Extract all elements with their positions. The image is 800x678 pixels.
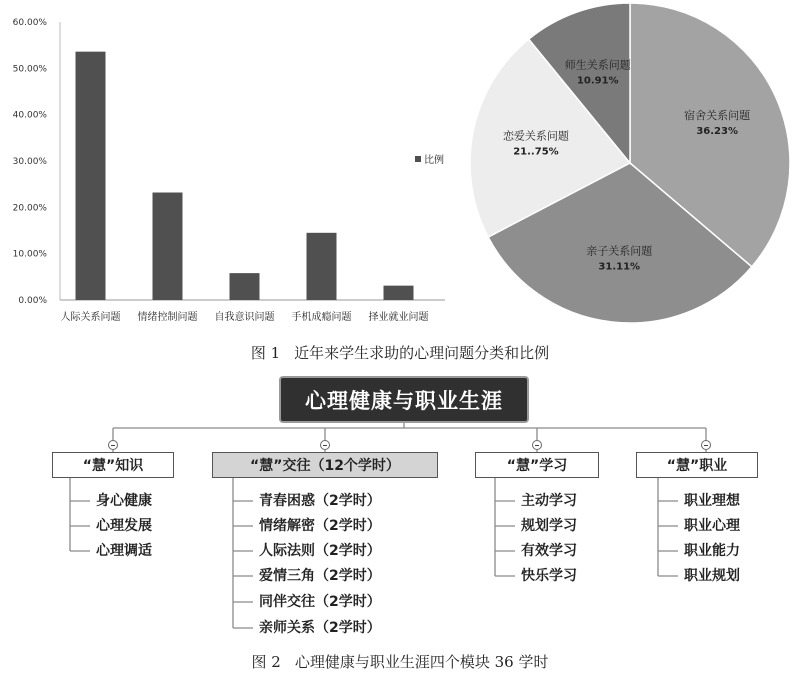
legend-swatch bbox=[415, 156, 421, 162]
bar bbox=[307, 233, 337, 300]
topic-item: 职业心理 bbox=[684, 518, 740, 534]
pie-slice-label: 亲子关系问题 bbox=[586, 244, 653, 258]
y-tick-label: 20.00% bbox=[12, 203, 47, 214]
pie-chart bbox=[455, 0, 800, 335]
y-tick-label: 0.00% bbox=[18, 296, 47, 306]
pie-slice-value: 10.91% bbox=[576, 75, 619, 87]
module-learning: “慧”学习 bbox=[475, 452, 599, 478]
pie-slice-label: 宿舍关系问题 bbox=[684, 108, 751, 122]
collapse-toggle-icon[interactable] bbox=[320, 440, 330, 450]
pie-slice-label: 师生关系问题 bbox=[564, 58, 631, 72]
x-tick-label: 择业就业问题 bbox=[368, 312, 429, 323]
pie-slice-value: 21..75% bbox=[513, 146, 559, 158]
bar bbox=[230, 273, 260, 300]
topic-item: 快乐学习 bbox=[521, 568, 577, 584]
y-tick-label: 10.00% bbox=[12, 249, 47, 260]
figure2-caption-text: 心理健康与职业生涯四个模块 36 学时 bbox=[294, 653, 549, 671]
figure1-caption-number: 图 1 bbox=[250, 344, 281, 362]
module-knowledge: “慧”知识 bbox=[52, 452, 174, 478]
topic-item: 职业理想 bbox=[684, 493, 740, 509]
topic-item: 情绪解密（2学时） bbox=[259, 518, 381, 534]
module-career: “慧”职业 bbox=[636, 452, 758, 478]
y-tick-label: 30.00% bbox=[12, 157, 47, 167]
bar bbox=[384, 286, 414, 300]
bar bbox=[76, 52, 106, 300]
pie-slice-value: 31.11% bbox=[598, 261, 641, 273]
x-tick-label: 手机成瘾问题 bbox=[291, 312, 352, 323]
topic-item: 亲师关系（2学时） bbox=[259, 620, 381, 636]
figure1-caption-text: 近年来学生求助的心理问题分类和比例 bbox=[294, 344, 550, 362]
bar bbox=[153, 193, 183, 300]
topic-item: 身心健康 bbox=[96, 493, 152, 509]
x-tick-label: 人际关系问题 bbox=[60, 312, 121, 323]
pie-slice-value: 36.23% bbox=[696, 125, 738, 137]
pie-slice-label: 恋爱关系问题 bbox=[502, 129, 569, 143]
y-tick-label: 60.00% bbox=[12, 18, 47, 28]
topic-item: 同伴交往（2学时） bbox=[259, 594, 381, 610]
topic-item: 心理发展 bbox=[96, 518, 152, 534]
legend-label: 比例 bbox=[424, 155, 444, 166]
collapse-toggle-icon[interactable] bbox=[701, 440, 711, 450]
x-tick-label: 情绪控制问题 bbox=[137, 312, 198, 323]
topic-item: 主动学习 bbox=[521, 493, 577, 509]
topic-item: 规划学习 bbox=[521, 518, 577, 534]
x-tick-label: 自我意识问题 bbox=[214, 312, 275, 323]
topic-item: 心理调适 bbox=[96, 543, 152, 559]
mindmap-root: 心理健康与职业生涯 bbox=[279, 376, 529, 423]
topic-item: 有效学习 bbox=[521, 543, 577, 559]
collapse-toggle-icon[interactable] bbox=[108, 440, 118, 450]
y-tick-label: 50.00% bbox=[12, 64, 47, 75]
topic-item: 职业规划 bbox=[684, 568, 740, 584]
figure2-caption-number: 图 2 bbox=[251, 653, 281, 671]
y-tick-label: 40.00% bbox=[12, 110, 47, 121]
module-communication: “慧”交往（12个学时） bbox=[212, 452, 438, 478]
topic-item: 职业能力 bbox=[684, 543, 740, 559]
figure2-caption bbox=[0, 651, 800, 672]
collapse-toggle-icon[interactable] bbox=[532, 440, 542, 450]
bar-chart bbox=[0, 0, 460, 335]
topic-item: 爱情三角（2学时） bbox=[259, 568, 381, 584]
topic-item: 人际法则（2学时） bbox=[259, 543, 381, 559]
topic-item: 青春困惑（2学时） bbox=[259, 493, 381, 509]
